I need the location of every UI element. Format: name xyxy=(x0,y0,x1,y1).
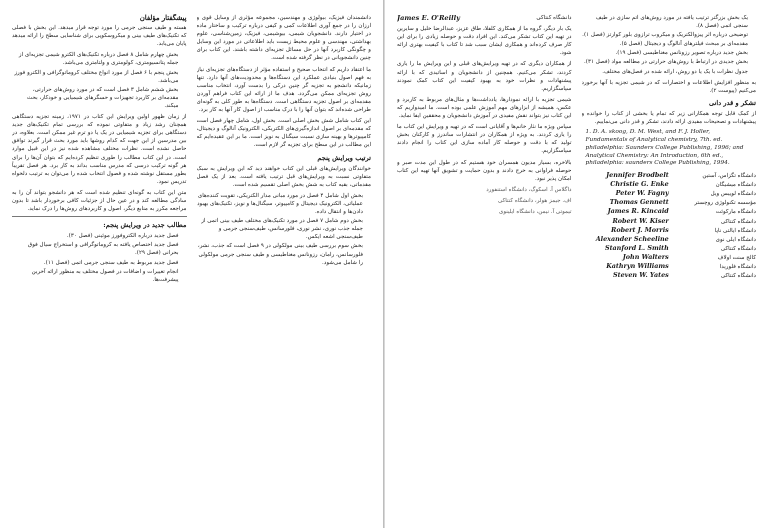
contributor-row xyxy=(582,253,757,262)
author-signature xyxy=(397,14,572,22)
reference-citation: 1. D. A. skoog, D. M. West, and F. J. Holler, Fundamentals of Analytical chemistry, 7th. ed. philadelphia: Saunders College Publishing, 1996; and Analytical Chemistry: An Introduction, 6th ed., philadelphia: saunders College Publishing, 1994. xyxy=(585,129,744,167)
signature-line: داگلاس آ. اسکوگ، دانشگاه استنفورد xyxy=(486,186,572,193)
contributor-school: دانشگاه کنتاکی xyxy=(720,245,756,252)
contributor-school: دانشگاه ایالتی ناپا xyxy=(714,227,756,234)
section-heading: مطالب جدید در ویرایش پنجم: xyxy=(103,221,187,230)
left-page-columns xyxy=(12,14,371,518)
contributor-school: دانشگاه فلوریدا xyxy=(719,264,756,271)
contributor-row xyxy=(582,189,757,198)
contributor-row xyxy=(582,244,757,253)
list-item: • یک بخش بزرگتر ترتیب یافته در مورد روش‌های اتم سازی در طیف سنجی اتمی (فصل ۸). xyxy=(582,14,749,30)
contributor-row xyxy=(582,226,757,235)
section-heading: ترتیب ویرایش پنجم xyxy=(317,153,371,162)
signature-line: اف. جیمز هولر، دانشگاه کنتاکی xyxy=(497,197,572,204)
contributor-list xyxy=(582,171,757,280)
contributor-name: Alexander Scheeline xyxy=(595,234,669,243)
contributor-name: Jennifer Brodbelt xyxy=(606,171,669,180)
paragraph: به منظور افزایش اطلاعات و اختصارات که در شیمی تجزیه با آنها برخورد می‌کنیم (پیوست ۲). xyxy=(581,79,756,94)
author-affiliation: دانشگاه کنتاکی xyxy=(536,15,572,21)
section-divider xyxy=(12,216,187,217)
contributor-row xyxy=(582,180,757,189)
signature-line: تیموتی آ. نیمن، دانشگاه ایلینوی xyxy=(499,208,572,215)
paragraph: از کمک قابل توجه همکارانی زیر که تمام یا بخشی از کتاب را خوانده و پیشنهادات و تصحیحات مفیدی ارائه دادند، تشکر و قدر دانی می‌نماییم. xyxy=(581,110,756,126)
list-item: • بخش سوم بررسی طیف بینی مولکولی در ۹ فصل است که جذب، نشر، فلورسانس، رامان، رزونانس مغناطیسی و طیف سنجی جرمی مولکولی را شامل می‌شود. xyxy=(197,242,364,266)
list-item: • انجام تغییرات و اضافات در فصول مختلف به منظور ارائه آخرین پیشرفت‌ها. xyxy=(12,268,179,284)
contributor-school: دانشگاه تگزاس، آستین xyxy=(702,173,756,180)
right-page xyxy=(384,0,768,528)
paragraph: سپاس ویژه ما نثار خانم‌ها و آقایانی است که در تهیه و ویرایش این کتاب ما را یاری کردند. به ویژه از همکاران در انتشارات ساندرز و کارکنان بخش تولید که با دقت و حوصله کار آماده سازی این کتاب را انجام دادند سپاسگزاریم. xyxy=(397,124,572,155)
contributor-row xyxy=(582,198,757,207)
list-item: • توضیحی درباره اثر پیزوالکتریک و میکروب ترازوی بلور کوارتز (فصل ۱). xyxy=(582,31,749,39)
list-item: • بخش اول شامل ۴ فصل در مورد مبانی مدار الکتریکی، تقویت کننده‌های عملیاتی، الکترونیک دیجیتال و کامپیوتر، سیگنال‌ها و نویز، تکنیک‌های بهبود دادن‌ها و انتقال داده. xyxy=(197,192,364,216)
contributor-school: دانشگاه لوییس ویل xyxy=(710,191,756,198)
contributor-row xyxy=(582,271,757,280)
contributor-row xyxy=(582,207,757,216)
list-item: • بخش جدیدی در ارتباط با روش‌های حرارتی در مطالعه مواد (فصل ۳۱). xyxy=(582,58,749,66)
contributor-name: Kathryn Williams xyxy=(606,262,669,271)
list-item: • فصل جدید مربوط به طیف سنجی جرمی اتمی (فصل ۱۱). xyxy=(12,259,179,267)
contributor-name: Christie G. Enke xyxy=(610,180,669,189)
contributor-school: دانشگاه کنتاکی xyxy=(720,218,756,225)
list-item: • بخش ششم شامل ۳ فصل است که در مورد روش‌های حرارتی، مقدمه‌ای بر کاربرد تجهیزات و حسگرهای شیمیایی و خودکار، بحث میکند. xyxy=(12,86,179,110)
contributor-name: Stanford L. Smith xyxy=(604,243,669,252)
right-page-column-outer xyxy=(582,14,757,518)
contributor-school: مؤسسه تکنولوژی روچستر xyxy=(694,200,756,207)
bullet-list xyxy=(582,14,757,76)
paragraph: شیمی تجزیه با ارائه نمودارها، یادداشت‌ها و مثال‌های مربوط به کاربرد و عکس، همیشه از ابزارهای مهم آموزش علمی بوده است. ما امیدواریم که این کتاب نیز بتواند نقش مفیدی در آموزش دانشجویان و محققین ایفا نماید. xyxy=(397,96,572,120)
paragraph: ما اعتقاد داریم که انتخاب صحیح و استفاده مؤثر از دستگاه‌های تجزیه‌ای نیاز به فهم اصول بنیادی عملکرد این دستگاه‌ها و محدودیت‌های آنها دارد. تنها زمانیکه دانشجو به تجزیه گر چنین درکی را بدست آورد، انتخاب مناسب روش تجزیه‌ای ممکن می‌گردد. هدف ما از ارائه این کتاب فراهم آوردن مقدمه‌ای بر اصول تجزیه دستگاهی است. دستگاه‌ها به طور کلی به گونه‌ای طراحی شده‌اند که بتوان آنها را با درک مناسب از اصول کار آنها به کار برد. xyxy=(196,66,371,114)
bullet-list xyxy=(197,192,372,267)
left-page-column-inner xyxy=(197,14,372,518)
list-item: • بخش چهارم شامل ۸ فصل درباره تکنیک‌های الکترو شیمی تجزیه‌ای از جمله پتانسیومتری، کولومتری و ولتامتری می‌باشد. xyxy=(12,51,179,67)
list-item: • بخش جدید درباره تصویر رزونانس مغناطیسی (فصل ۱۹). xyxy=(582,49,749,57)
right-page-column-inner xyxy=(397,14,572,518)
paragraph: این کتاب شامل شش بخش اصلی است. بخش اول، شامل چهار فصل است که مقدمه‌ای بر اصول اندازه‌گیری‌های الکتریکی، الکترونیک آنالوگ و دیجیتال، کامپیوترها و بهینه سازی نسبت سیگنال به نویز است. ما بر این عقیده‌ایم که این مطالب در این سطح برای تجزیه گر لازم است. xyxy=(196,118,371,149)
paragraph: هسته و طیف سنجی جرمی را مورد توجه قرار میدهد. این بخش با فصلی که تکنیک‌های طیف بینی و میکروسکوپی برای شناسایی سطح را ارائه میدهد پایان می‌یابد. xyxy=(12,25,187,48)
acknowledgements-heading: تشکر و قدر دانی xyxy=(709,98,756,107)
contributor-name: Peter W. Fagny xyxy=(615,189,669,198)
paragraph: خوانندگان ویرایش‌های قبلی این کتاب خواهند دید که این ویرایش به سبک متفاوتی نسبت به ویرایش‌های قبل ترتیب یافته است. بعد از یک فصل مقدماتی، بقیه کتاب به شش بخش اصلی تقسیم شده است. xyxy=(196,165,371,188)
paragraph: بالاخره، بسیار مدیون همسران خود هستیم که در طول این مدت صبر و حوصله فراوانی به خرج دادند و بدون حمایت و تشویق آنها تهیه این کتاب امکان پذیر نبود. xyxy=(397,159,572,182)
contributor-school: دانشگاه کنتاکی xyxy=(720,273,756,280)
contributor-name: John Walters xyxy=(622,252,669,261)
list-item: • بخش پنجم با ۶ فصل از مورد انواع مختلف کروماتوگرافی و الکترو فورز می‌باشد. xyxy=(12,69,179,85)
list-item: • فصل جدید درباره الکتروفورز موئینی (فصل ۳۰). xyxy=(12,232,179,240)
list-item: • جدول نظرات با یک یا دو روش، ارائه شده در فصل‌های مختلف. xyxy=(582,68,749,76)
paragraph: دانشمندان فیزیک، بیولوژی و مهندسین، مجموعه مؤثری از وسایل قوی و ارزان را در جمع آوری اطلاعات کمی و کیفی درباره ترکیب و ساختار ماده در اختیار دارند. دانشجویان شیمی، بیوشیمی، فیزیک، زمین‌شناسی، علوم بهداشتی، مهندسی و علوم محیط زیست باید اطلاعاتی در مورد این وسایل و چگونگی کاربرد آنها در حل مسائل تجزیه‌ای داشته باشند. این کتاب برای چنین دانشجویانی در نظر گرفته شده است. xyxy=(196,15,371,62)
contributor-name: Thomas Gennett xyxy=(609,198,669,207)
list-item: • مقدمه‌ای بر مبحث فیلترهای آنالوگ و دیجیتال (فصل ۵). xyxy=(582,40,749,48)
contributor-name: Robert W. Kiser xyxy=(612,216,669,225)
author-name: James E. O'Reilly xyxy=(397,14,460,22)
contributor-row xyxy=(582,235,757,244)
contributor-name: Robert J. Morris xyxy=(611,225,669,234)
left-page-column-outer xyxy=(12,14,187,518)
paragraph: از زمان ظهور اولین ویرایش این کتاب در ۱۹۷۱، زمینه تجزیه دستگاهی همچنان رشد زیاد و متفاوتی نموده که بررسی تمام تکنیک‌های جدید دستگاهی برای تجزیه شیمیایی در یک یا دو ترم غیر ممکن است. بعلاوه، در بین مدرسین از این جهت که کدام روشها باید مورد بحث قرار گیرند توافق حاصل نشده است. نظرات مختلف مشاهده شده نیز در این قبیل موارد است. در این کتاب مطالب را طوری تنظیم کرده‌ایم که بتوان آن‌ها را برای هر گونه ترکیب درسی که مدرس مناسب بداند به کار برد. هر فصل تقریباً بطور مستقل نوشته شده و فصول انتخاب شده را می‌توان به ترتیب دلخواه تدریس نمود. xyxy=(12,114,187,185)
contributor-name: James R. Kincaid xyxy=(607,207,669,216)
contributor-row xyxy=(582,171,757,180)
paragraph: یک بار دیگر، گروه ما از همکاری کلفلا، طاق عزیز، عبدالرضا خلیل و سایرین در تهیه این کتاب تشکر می‌کند. این افراد دقت و حوصله زیادی را برای این کار صرف کرده‌اند و همکاری ایشان سبب شد تا کتاب با کیفیت بهتری ارائه شود. xyxy=(397,26,572,57)
paragraph: متن این کتاب به گونه‌ای تنظیم شده است که هر دانشجو بتواند آن را به سادگی مطالعه کند و در عین حال از جزئیات کافی برخوردار باشد تا بدون مراجعه مکرر به منابع دیگر، اصول و کاربردهای روش‌ها را درک نماید. xyxy=(12,189,187,213)
contributor-school: دانشگاه میشیگان xyxy=(715,182,756,189)
list-item: • فصل جدید اختصاص یافته به کروماتوگرافی و استخراج سیال فوق بحرانی (فصل ۲۹). xyxy=(12,241,179,257)
contributor-row xyxy=(582,262,757,271)
contributor-school: دانشگاه مارکوئت xyxy=(715,209,756,216)
preface-title: پیشگفتار مؤلفان xyxy=(139,14,187,22)
list-item: • بخش دوم شامل ۷ فصل در مورد تکنیک‌های مختلف طیف بینی اتمی از جمله جذب نوری، نشر نوری، فلورسانس، طیف‌سنجی جرمی و طیف‌سنجی اشعه ایکس. xyxy=(197,217,364,241)
right-page-columns xyxy=(397,14,756,518)
paragraph: از همکاران دیگری که در تهیه ویرایش‌های قبلی و این ویرایش ما را یاری کردند، تشکر می‌کنیم. همچنین از دانشجویان و اساتیدی که با ارائه پیشنهادات و نظرات خود به بهبود کیفیت این کتاب کمک نمودند سپاسگزاریم. xyxy=(397,61,572,92)
contributor-row xyxy=(582,217,757,226)
contributor-name: Steven W. Yates xyxy=(613,271,669,280)
contributor-school: کالج سنت اولاف xyxy=(717,254,756,261)
contributor-school: دانشگاه ایلی نوی xyxy=(715,236,756,243)
bullet-list xyxy=(12,51,187,110)
bullet-list xyxy=(12,232,187,284)
